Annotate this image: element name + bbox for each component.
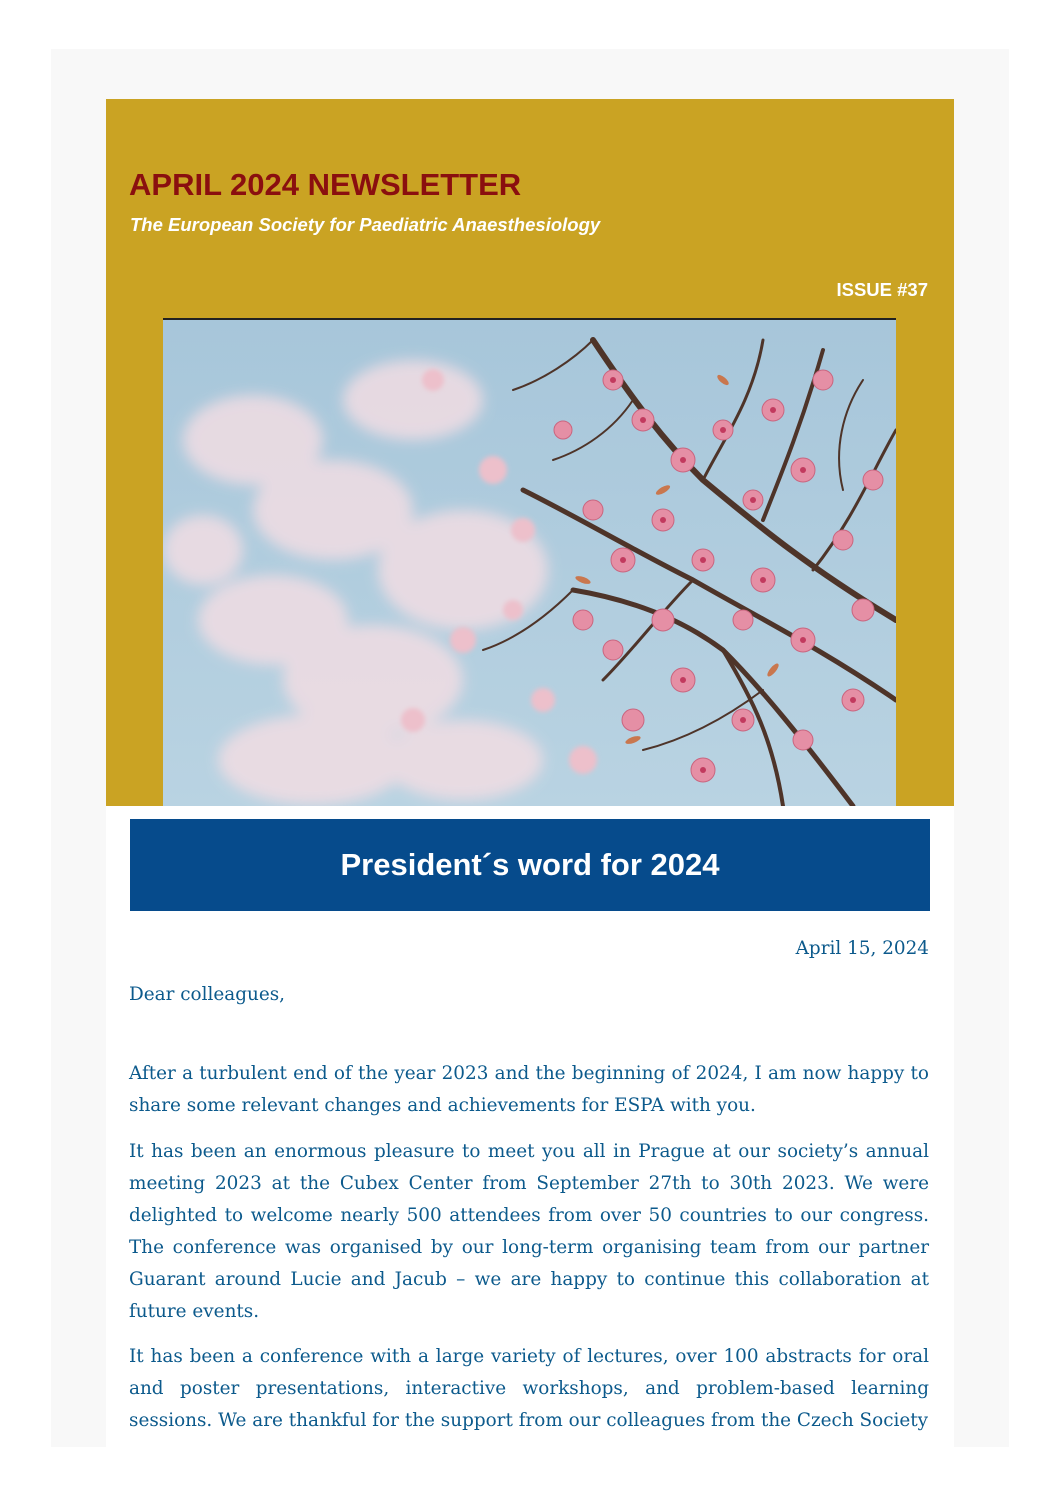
letter-paragraph: It has been a conference with a large variety of lectures, over 100 abstracts for oral and poster presentations, interactive workshops, and problem-based learning sessions. We are thankful for the support from our colleagues from the Czech Society — [129, 1346, 929, 1431]
section-banner — [130, 819, 930, 911]
letter-salutation: Dear colleagues, — [129, 984, 285, 1005]
section-title: President´s word for 2024 — [340, 847, 720, 882]
hero-image — [163, 318, 896, 806]
cherry-blossom-illustration — [163, 320, 896, 806]
letter-paragraph: After a turbulent end of the year 2023 and the beginning of 2024, I am now happy to share some relevant changes and achievements for ESPA with you. — [129, 1063, 929, 1116]
issue-number: ISSUE #37 — [836, 279, 928, 300]
newsletter-subtitle: The European Society for Paediatric Anaesthesiology — [130, 214, 601, 235]
letter-date: April 15, 2024 — [795, 938, 929, 959]
newsletter-title: APRIL 2024 NEWSLETTER — [129, 167, 522, 202]
letter-paragraph: It has been an enormous pleasure to meet you all in Prague at our society’s annual meeting 2023 at the Cubex Center from September 27th to 30th 2023. We were delighted to welcome nearly 500 attendees from over 50 countries to our congress. The conference was organised by our long-term organising team from our partner Guarant around Lucie and Jacub – we are happy to continue this collaboration at future events. — [129, 1141, 929, 1322]
